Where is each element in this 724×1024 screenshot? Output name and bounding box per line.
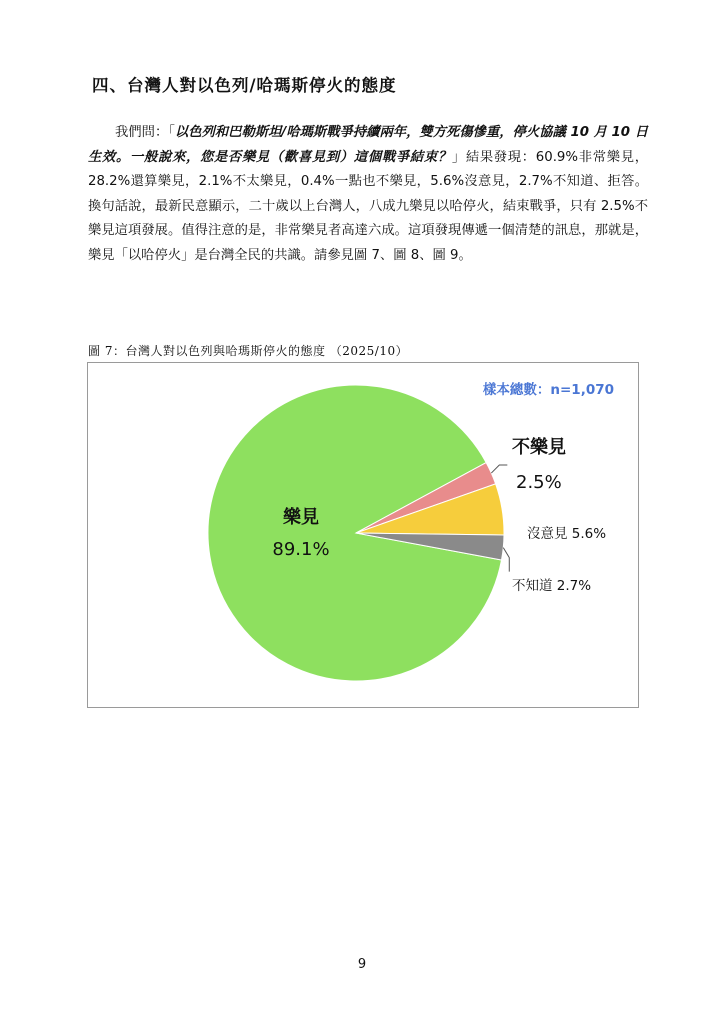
leader-line-dont-know [503, 548, 509, 572]
leader-line-disapprove [491, 465, 507, 473]
body-paragraph [88, 121, 648, 269]
pie-label-value-approve: 89.1% [272, 539, 330, 560]
paragraph-body: 」結果發現：60.9%非常樂見，28.2%還算樂見，2.1%不太樂見，0.4%一點也不樂見，5.6%沒意見，2.7%不知道、拒答。換句話說，最新民意顯示，二十歲以上台灣人，八成九樂見以哈停火，結束戰爭，只有 2.5%不樂見這項發展。值得注意的是，非常樂見者高達六成。這項發現傳遞一個清楚的訊息，那就是，樂見「以哈停火」是台灣全民的共識。請參見圖 7、圖 8、圖 9。 [88, 149, 648, 263]
figure-caption: 圖 7：台灣人對以色列與哈瑪斯停火的態度 （2025/10） [88, 344, 409, 358]
pie-label-value-disapprove: 2.5% [516, 472, 562, 493]
section-heading: 四、台灣人對以色列/哈瑪斯停火的態度 [92, 76, 397, 95]
page-number: 9 [357, 957, 367, 972]
paragraph-intro: 我們問：「 [115, 125, 175, 140]
pie-chart [88, 363, 640, 709]
pie-label-name-approve: 樂見 [283, 507, 319, 528]
pie-label-name-disapprove: 不樂見 [512, 437, 566, 458]
survey-question: 以色列和巴勒斯坦/哈瑪斯戰爭持續兩年，雙方死傷慘重，停火協議 10 月 10 日生效。一般說來，您是否樂見（歡喜見到）這個戰爭結束？ [88, 125, 648, 165]
sample-size-note: 樣本總數：n=1,070 [482, 382, 614, 398]
pie-label-dont-know: 不知道 2.7% [512, 578, 592, 594]
pie-label-no-opinion: 沒意見 5.6% [527, 526, 607, 542]
pie-chart-frame [87, 362, 639, 708]
